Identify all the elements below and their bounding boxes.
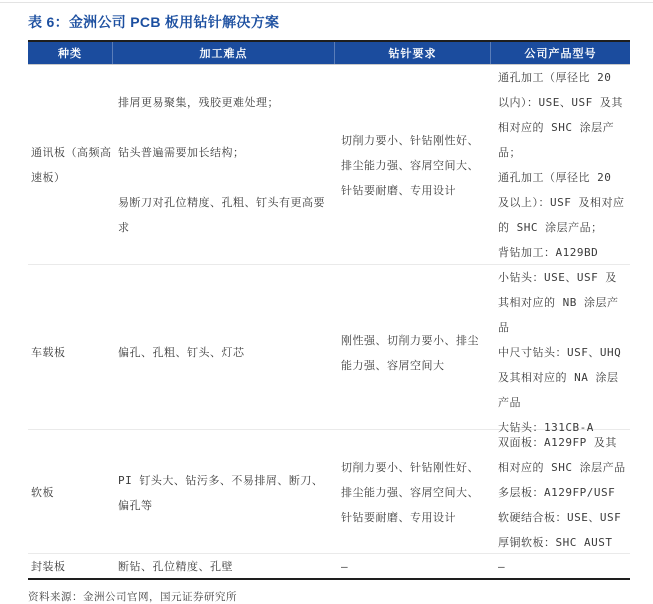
product-dash: – — [498, 560, 506, 573]
category-cell: 封装板 — [31, 560, 66, 573]
requirements-text: 切削力要小、针钻刚性好、排尘能力强、容屑空间大、针钻要耐磨、专用设计 — [341, 133, 479, 197]
column-header-products: 公司产品型号 — [490, 42, 630, 64]
source-note: 资料来源：金洲公司官网，国元证券研究所 — [28, 591, 237, 603]
difficulty-cell — [112, 430, 334, 555]
table-row — [28, 553, 630, 578]
product-item: 通孔加工（厚径比 20 及以上）：USF 及相对应的 SHC 涂层产品； — [498, 171, 625, 234]
product-item: 软硬结合板：USE、USF — [498, 511, 622, 524]
table-header-row — [28, 40, 630, 65]
difficulty-cell — [112, 65, 334, 265]
requirements-cell — [334, 65, 490, 265]
product-item: 通孔加工（厚径比 20 以内）：USE、USF 及其相对应的 SHC 涂层产品； — [498, 71, 623, 159]
product-item: 背钻加工：A129BD — [498, 246, 599, 259]
product-item: 厚铜软板：SHC AUST — [498, 536, 613, 549]
requirements-text: 切削力要小、针钻刚性好、排尘能力强、容屑空间大、针钻要耐磨、专用设计 — [341, 461, 479, 524]
product-item: 多层板：A129FP/USF — [498, 486, 616, 499]
table-title: 表 6：金洲公司 PCB 板用钻针解决方案 — [28, 14, 280, 30]
products-cell — [490, 554, 630, 579]
category-cell: 车载板 — [31, 346, 66, 359]
products-cell — [490, 430, 630, 555]
difficulty-item: 排屑更易聚集，残胶更难处理； — [118, 96, 279, 109]
requirements-cell — [334, 265, 490, 440]
product-item: 小钻头：USE、USF 及其相对应的 NB 涂层产品 — [498, 271, 619, 334]
requirements-dash: – — [341, 560, 349, 573]
products-cell — [490, 265, 630, 440]
product-item: 大钻头：131CB-A — [498, 421, 594, 434]
products-cell — [490, 65, 630, 265]
category-cell: 通讯板（高频高速板） — [31, 146, 112, 184]
page-top-divider — [0, 2, 653, 3]
pcb-drill-solutions-table — [28, 40, 630, 578]
category-cell: 软板 — [31, 486, 54, 499]
difficulty-cell — [112, 265, 334, 440]
table-row — [28, 429, 630, 553]
product-item: 双面板：A129FP 及其相对应的 SHC 涂层产品 — [498, 436, 626, 474]
table-row — [28, 264, 630, 434]
table-row — [28, 65, 630, 264]
column-header-difficulty: 加工难点 — [112, 42, 334, 64]
requirements-text: 刚性强、切削力要小、排尘能力强、容屑空间大 — [341, 333, 479, 372]
difficulty-item: PI 钉头大、钻污多、不易排屑、断刀、偏孔等 — [118, 473, 324, 512]
column-header-category: 种类 — [58, 48, 82, 60]
product-item: 中尺寸钻头：USF、UHQ 及其相对应的 NA 涂层产品 — [498, 346, 622, 409]
difficulty-item: 钻头普遍需要加长结构； — [118, 146, 245, 159]
difficulty-item: 断钻、孔位精度、孔壁 — [118, 560, 233, 573]
requirements-cell — [334, 430, 490, 555]
difficulty-item: 易断刀对孔位精度、孔粗、钉头有更高要求 — [118, 196, 325, 234]
column-header-requirements: 钻针要求 — [334, 42, 490, 64]
difficulty-item: 偏孔、孔粗、钉头、灯芯 — [118, 346, 245, 359]
requirements-cell — [334, 554, 490, 579]
difficulty-cell — [112, 554, 334, 579]
